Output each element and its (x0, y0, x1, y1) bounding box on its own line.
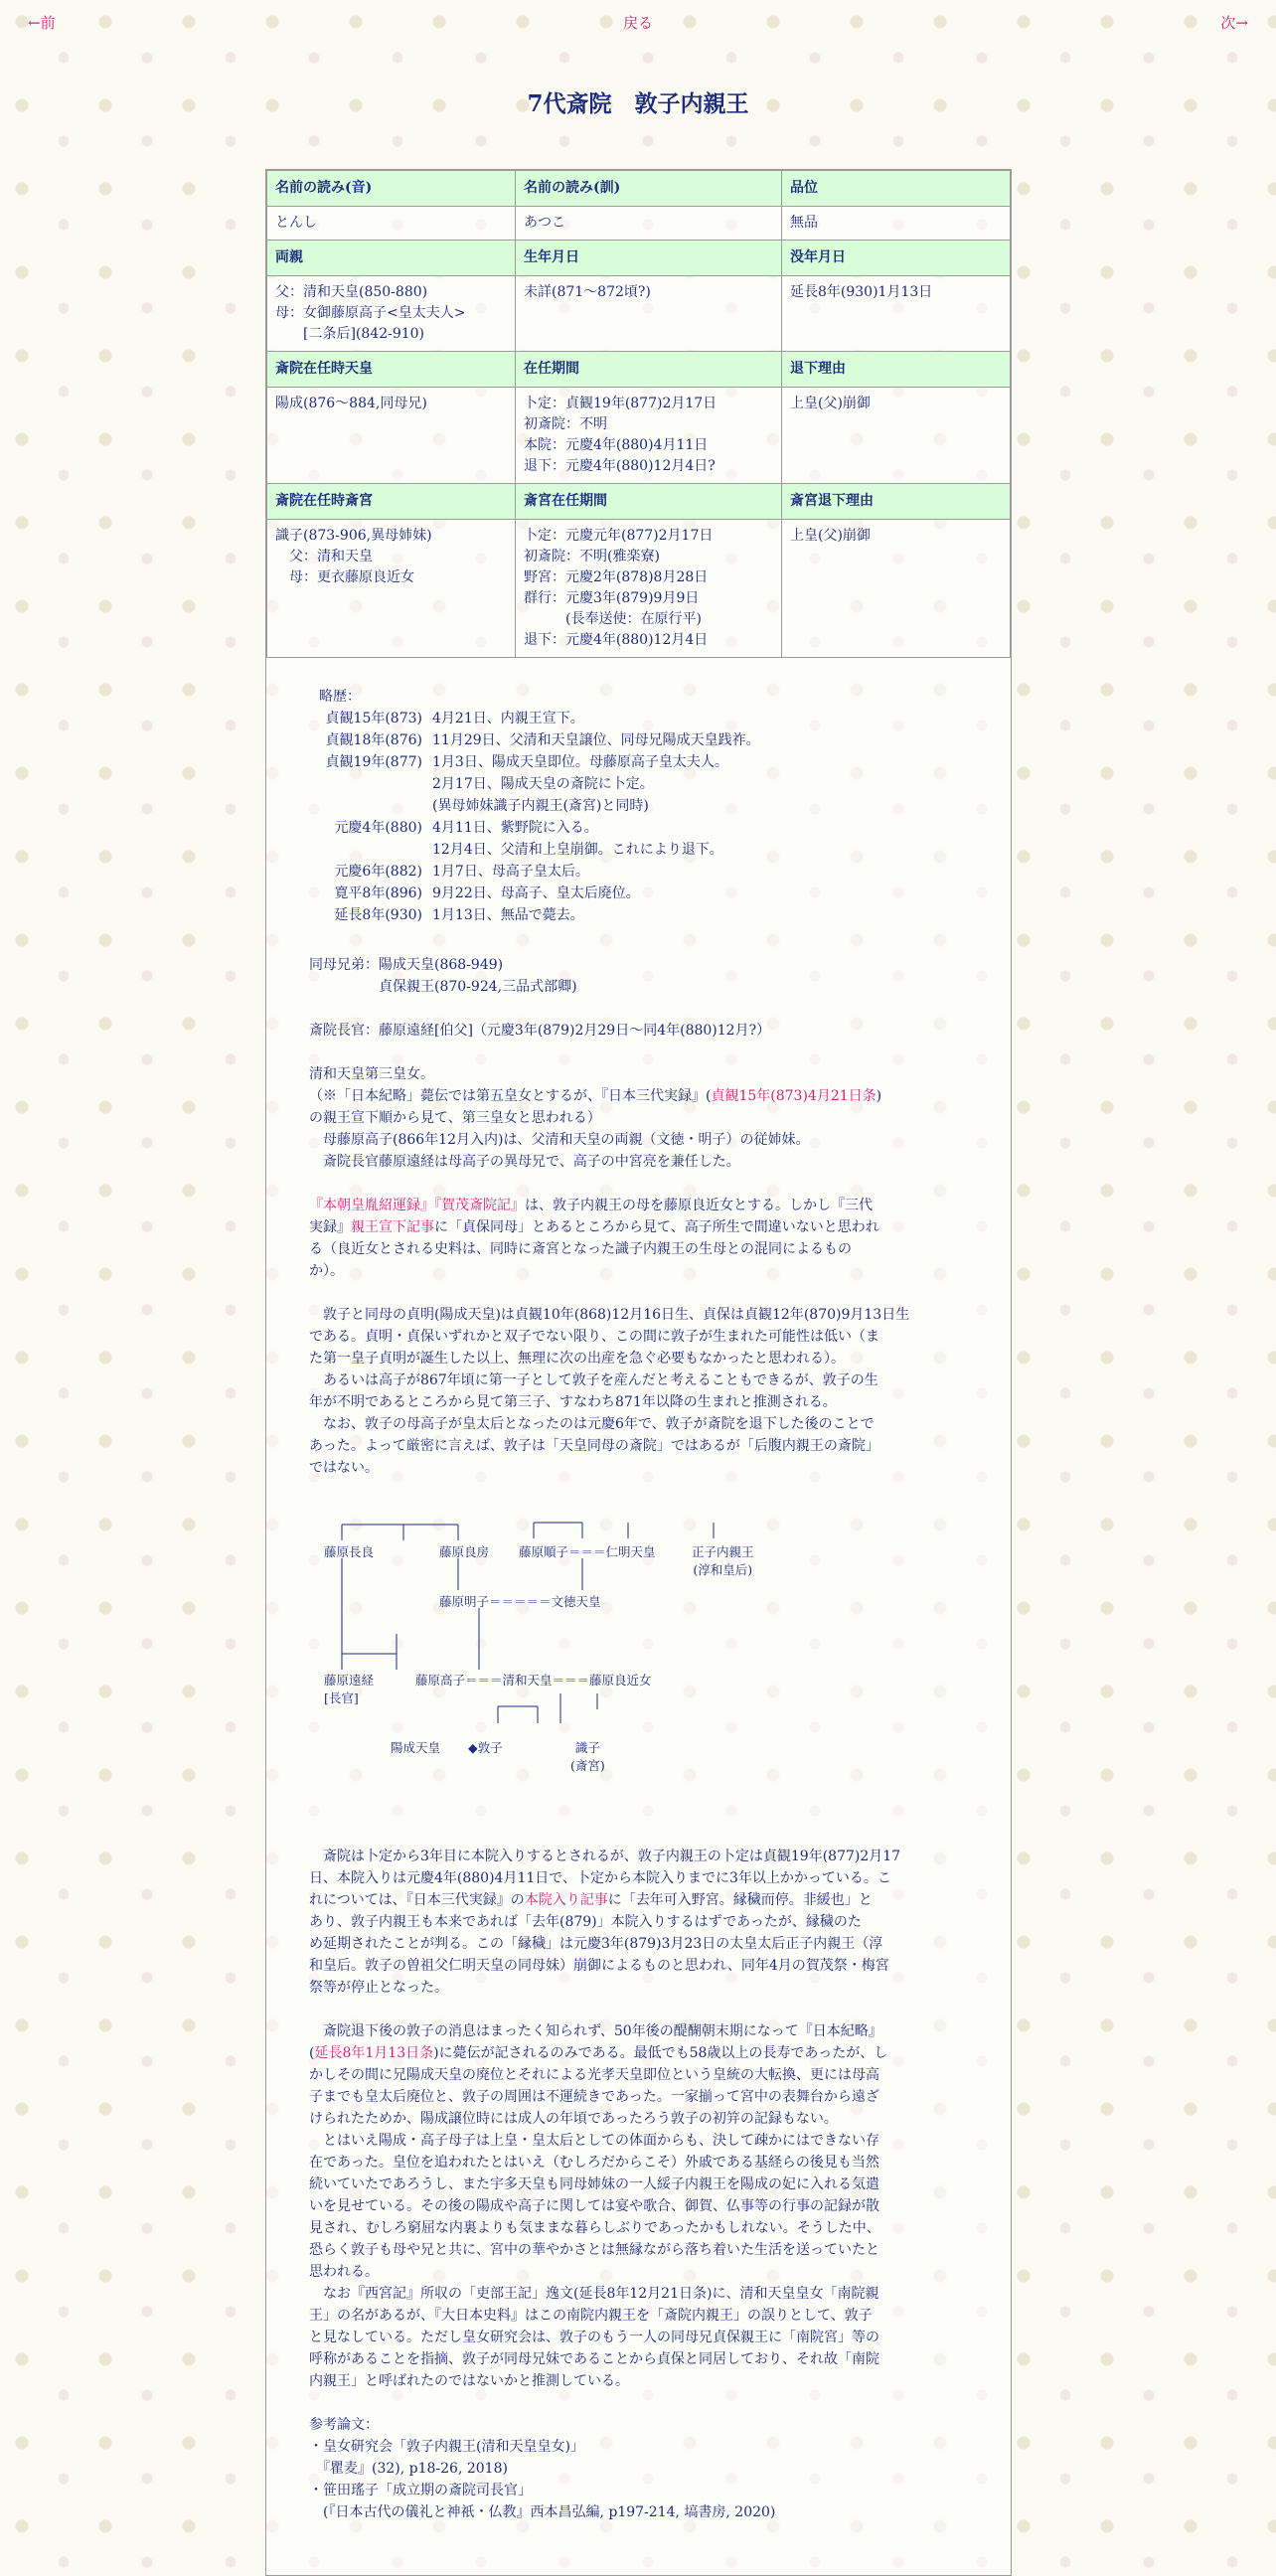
tree-yoshifusa: 藤原良房 (439, 1544, 490, 1559)
back-link[interactable]: 戻る (622, 14, 653, 32)
career-era: 貞観18年(876) (325, 732, 422, 748)
header-reading-kun: 名前の読み(訓) (516, 171, 782, 207)
prev-link[interactable]: ←前 (28, 14, 56, 32)
career-row (313, 773, 968, 795)
career-era: 元慶4年(880) (334, 820, 422, 836)
career-text: 1月13日、無品で薨去。 (432, 907, 584, 923)
tree-takaiko: 藤原高子＝＝＝清和天皇＝＝＝藤原良近女 (415, 1673, 652, 1688)
references: 参考論文： ・皇女研究会「敦子内親王(清和天皇皇女)」 『瞿麦』(32), p18-26, 2018) ・笹田瑤子「成立期の斎院司長官」 (『日本古代の儀礼と神祇・仏教』西本昌弘編, p197-214, 塙書房, 2020) (309, 2417, 776, 2520)
note-4-a: 斎院は卜定から3年目に本院入りするとされるが、敦子内親王の卜定は貞観19年(877)2月17 日、本院入りは元慶4年(880)4月11日で、卜定から本院入りまでに3年以上かかっている。こ れについては、『日本三代実録』の (309, 1849, 901, 1908)
career-era: 貞観19年(877) (325, 754, 422, 770)
header-retire-reason: 退下理由 (782, 352, 1011, 388)
note-3: 敦子と同母の貞明(陽成天皇)は貞観10年(868)12月16日生、貞保は貞観12年(870)9月13日生 である。貞明・貞保いずれかと双子でない限り、この間に敦子が生まれた可能性は低い（ま た第一皇子貞明が誕生した以上、無理に次の出産を急ぐ必要もなかったと思われる）。 あるいは高子が867年頃に第一子として敦子を産んだと考えることもできるが、敦子の生 年が不明であるところから見て第三子、すなわち871年以降の生まれと推測される。 なお、敦子の母高子が皇太后となったのは元慶6年で、敦子が斎院を退下した後のことで あった。よって厳密に言えば、敦子は「天皇同母の斎院」ではあるが「后腹内親王の斎院」 ではない。 (309, 1307, 910, 1476)
career-text: 1月7日、母高子皇太后。 (432, 864, 589, 880)
career-era (313, 839, 432, 861)
career-row (313, 751, 968, 773)
note-5 (309, 2020, 968, 2392)
note-1 (309, 1063, 968, 1173)
career-row (313, 729, 968, 751)
tree-yozei: 陽成天皇 (391, 1740, 441, 1755)
header-term: 在任期間 (516, 352, 782, 388)
note-5-b: )に薨伝が記されるのみである。最低でも58歳以上の長寿であったが、し かしその間に兄陽成天皇の廃位とそれによる光孝天皇即位という皇統の大転換、更には母高 子までも皇太后廃位と、敦子の周囲は不運続きであった。一家揃って宮中の表舞台から遠ざ けられたためか、陽成譲位時には成人の年頃であったろう敦子の初笄の記録もない。 とはいえ陽成・高子母子は上皇・皇太后としての体面からも、決して疎かにはできない存 在であった。皇位を追われたとはいえ（むしろだからこそ）外戚である基経らの後見も当然 続いていたであろうし、また宇多天皇も同母姉妹の一人綏子内親王を陽成の妃に入れる気遣 いを見せている。その後の陽成や高子に関しては宴や歌合、御賀、仏事等の行事の記録が散 見され、むしろ窮屈な内裏よりも気ままな暮らしぶりであったかもしれない。そうした中、 恐らく敦子も母や兄と共に、宮中の華やかさとは無縁ながら落ち着いた生活を送っていたと 思われる。 なお『西宮記』所収の「吏部王記」逸文(延長8年12月21日条)に、清和天皇皇女「南院親 王」の名があるが、『大日本史料』はこの南院内親王を「斎院内親王」の誤りとして、敦子 と見なしている。ただし皇女研究会は、敦子のもう一人の同母兄貞保親王に「南院宮」等の 呼称があることを指摘、敦子が同母兄妹であることから貞保と同居しており、それ故「南院 内親王」と呼ばれたのではないかと推測している。 (309, 2045, 888, 2389)
career-era (313, 795, 432, 817)
career-label: 略歴： (319, 689, 361, 705)
chokan: 斎院長官：藤原遠経[伯父]（元慶3年(879)2月29日～同4年(880)12月?） (309, 1023, 771, 1039)
header-saigu-term: 斎宮在任期間 (516, 484, 782, 520)
tree-nagara: 藤原長良 (324, 1544, 375, 1559)
tree-seishi: 正子内親王 (淳和皇后) (692, 1544, 754, 1577)
header-saigu: 斎院在任時斎宮 (267, 484, 516, 520)
career-era: 寛平8年(896) (334, 886, 422, 901)
siblings: 同母兄弟：陽成天皇(868-949) 貞保親王(870-924,三品式部卿) (309, 957, 577, 995)
note-5-a: 斎院退下後の敦子の消息はまったく知られず、50年後の醍醐朝末期になって『日本紀略』 ( (309, 2023, 882, 2061)
career-row (313, 861, 968, 883)
value-parents: 父：清和天皇(850-880) 母：女御藤原高子<皇太夫人> [二条后](842-910) (267, 276, 516, 352)
next-link[interactable]: 次→ (1220, 14, 1248, 32)
note-2-link-saiinki[interactable]: 『賀茂斎院記』 (434, 1198, 525, 1213)
value-birth: 未詳(871～872頃?) (516, 276, 782, 352)
career-era (313, 773, 432, 795)
career-era: 貞観15年(873) (325, 711, 422, 726)
career-row (313, 883, 968, 904)
header-saigu-reason: 斎宮退下理由 (782, 484, 1011, 520)
career-rows (313, 708, 968, 926)
career-text: 12月4日、父清和上皇崩御。これにより退下。 (432, 842, 723, 858)
career-row (313, 817, 968, 839)
note-4-b: に「去年可入野宮。縁穢而停。非緩也」と あり、敦子内親王も本来であれば「去年(879)」本院入りするはずであったが、縁穢のた め延期されたことが判る。この「縁穢」は元慶3年(879)3月23日の太皇太后正子内親王（淳 和皇后。敦子の曽祖父仁明天皇の同母妹）崩御によるものと思われ、同年4月の賀茂祭・梅宮 祭等が停止となった。 (309, 1892, 889, 1996)
career-era: 元慶6年(882) (334, 864, 422, 880)
note-1-b: ) の親王宣下順から見て、第三皇女と思われる） 母藤原高子(866年12月入内)は、父清和天皇の両親（文徳・明子）の従姉妹。 斎院長官藤原遠経は母高子の異母兄で、高子の中宮亮を兼任した。 (309, 1088, 882, 1170)
content-box (265, 169, 1012, 2576)
header-parents: 両親 (267, 241, 516, 276)
header-emperor: 斎院在任時天皇 (267, 352, 516, 388)
info-table (266, 170, 1011, 658)
note-2-link-shoun[interactable]: 『本朝皇胤紹運録』 (309, 1198, 434, 1213)
note-4 (309, 1846, 968, 1999)
header-reading-on: 名前の読み(音) (267, 171, 516, 207)
value-retire-reason: 上皇(父)崩御 (782, 388, 1011, 484)
header-death: 没年月日 (782, 241, 1011, 276)
value-reading-on: とんし (267, 207, 516, 241)
header-birth: 生年月日 (516, 241, 782, 276)
career-row (313, 795, 968, 817)
career-text: (異母姉妹識子内親王(斎宮)と同時) (432, 798, 649, 814)
note-2-b: に「貞保同母」とあるところから見て、高子所生で間違いないと思われ る（良近女とされる史料は、同時に斎宮となった識子内親王の生母との混同によるもの か）。 (309, 1219, 879, 1279)
tree-junshi: 藤原順子＝＝＝仁明天皇 (519, 1544, 656, 1559)
note-4-link[interactable]: 本院入り記事 (524, 1892, 608, 1908)
career-row (313, 839, 968, 861)
value-saigu-reason: 上皇(父)崩御 (782, 520, 1011, 658)
tree-akiko: 藤原明子＝＝＝＝＝文徳天皇 (439, 1594, 601, 1609)
value-term: 卜定：貞観19年(877)2月17日 初斎院：不明 本院：元慶4年(880)4月11日 退下：元慶4年(880)12月4日? (516, 388, 782, 484)
career-era: 延長8年(930) (334, 907, 422, 923)
note-2-a: は、敦子内親王の母を藤原良近女とする。しかし『三代 実録』 (309, 1198, 873, 1235)
page-title: 7代斎院 敦子内親王 (527, 90, 749, 117)
value-rank: 無品 (782, 207, 1011, 241)
tree-toonori: 藤原遠経 [長官] (324, 1673, 375, 1705)
header-rank: 品位 (782, 171, 1011, 207)
value-emperor: 陽成(876～884,同母兄) (267, 388, 516, 484)
career-row (313, 708, 968, 729)
note-2 (309, 1195, 968, 1282)
note-5-link[interactable]: 延長8年1月13日条 (314, 2045, 434, 2061)
career-text: 1月3日、陽成天皇即位。母藤原高子皇太夫人。 (432, 754, 728, 770)
career-text: 11月29日、父清和天皇譲位、同母兄陽成天皇践祚。 (432, 732, 760, 748)
career-list (313, 686, 968, 926)
career-row (313, 904, 968, 926)
career-text: 2月17日、陽成天皇の斎院に卜定。 (432, 776, 654, 792)
career-text: 9月22日、母高子、皇太后廃位。 (432, 886, 640, 901)
career-text: 4月21日、内親王宣下。 (432, 711, 584, 726)
tree-shikishi: 識子 (斎宮) (570, 1740, 605, 1773)
value-saigu: 識子(873-906,異母姉妹) 父：清和天皇 母：更衣藤原良近女 (267, 520, 516, 658)
value-death: 延長8年(930)1月13日 (782, 276, 1011, 352)
note-2-link-senge[interactable]: 親王宣下記事 (351, 1219, 434, 1235)
value-saigu-term: 卜定：元慶元年(877)2月17日 初斎院：不明(雅楽寮) 野宮：元慶2年(878)8月28日 群行：元慶3年(879)9月9日 (長奉送使：在原行平) 退下：元慶4年(880)12月4日 (516, 520, 782, 658)
note-1-a: 清和天皇第三皇女。 （※「日本紀略」薨伝では第五皇女とするが、『日本三代実録』( (309, 1066, 712, 1104)
tree-atsuko: ◆敦子 (468, 1740, 503, 1755)
biography (266, 686, 1011, 2523)
value-reading-kun: あつこ (516, 207, 782, 241)
career-text: 4月11日、紫野院に入る。 (432, 820, 598, 836)
note-1-link[interactable]: 貞観15年(873)4月21日条 (711, 1088, 877, 1104)
family-tree (309, 1515, 968, 1828)
